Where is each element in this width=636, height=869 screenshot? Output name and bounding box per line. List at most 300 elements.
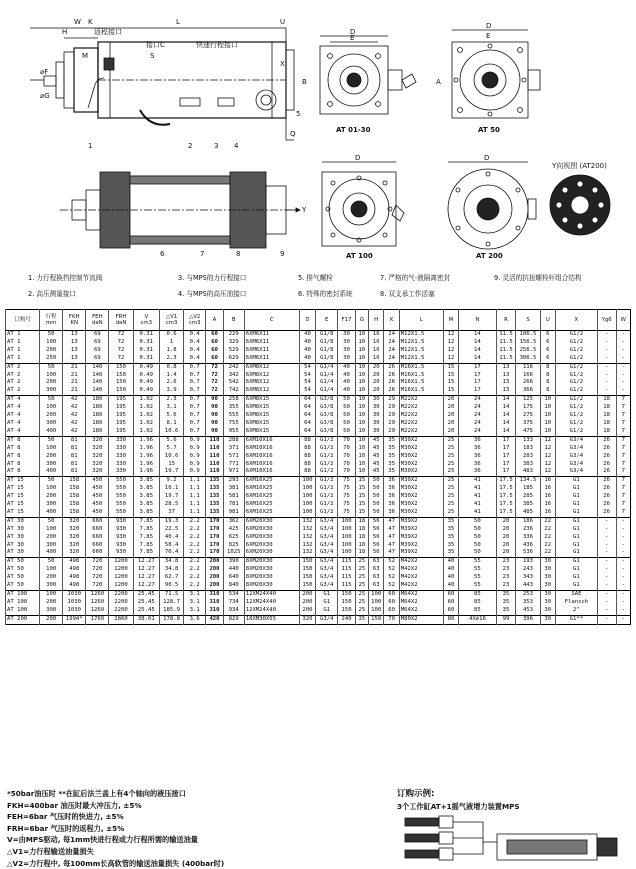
table-cell: G1/8 (316, 347, 338, 355)
table-cell: 11.5 (496, 347, 516, 355)
table-cell: 116 (516, 363, 540, 371)
table-cell: 100 (299, 485, 316, 493)
table-cell: G1 (316, 599, 338, 607)
table-cell: 17 (459, 372, 496, 380)
footnote-7: △V2=力行程中, 每100mm长高软管的输送油量损失 (400bar时) (7, 858, 225, 868)
table-cell: 180 (86, 404, 109, 412)
table-cell: 300 (40, 387, 63, 395)
table-cell: 19.7 (160, 468, 184, 476)
table-cell: 170 (206, 526, 224, 534)
column-header: F17 (338, 310, 356, 331)
table-cell: 7 (616, 501, 631, 509)
table-cell: 660 (86, 526, 109, 534)
table-cell: 6XM20X30 (244, 534, 299, 542)
table-cell: 88 (299, 453, 316, 461)
table-cell: 385 (516, 501, 540, 509)
table-cell: 400 (40, 468, 63, 476)
table-cell: G1/2 (555, 347, 597, 355)
table-cell: 10 (355, 372, 368, 380)
table-cell: 72 (109, 331, 133, 339)
table-cell: 6XM10X16 (244, 461, 299, 469)
table-cell: 10 (355, 331, 368, 339)
table-cell: 2.2 (184, 549, 206, 557)
table-cell: 0.4 (184, 331, 206, 339)
table-cell: 971 (223, 468, 244, 476)
table-cell: 10 (355, 404, 368, 412)
table-cell: 36 (459, 468, 496, 476)
table-cell: 30 (540, 582, 555, 590)
table-cell: 16 (540, 477, 555, 485)
table-cell: 17.5 (496, 501, 516, 509)
table-row (6, 477, 631, 485)
table-cell: 25 (443, 445, 458, 453)
table-cell: 60 (384, 607, 399, 615)
table-cell: 483 (516, 468, 540, 476)
table-cell: 60 (206, 331, 224, 339)
table-cell: 35 (384, 445, 399, 453)
table-cell: 12.27 (133, 574, 159, 582)
table-cell: 52 (384, 574, 399, 582)
table-cell: 100 (338, 549, 356, 557)
table-cell: 60 (206, 347, 224, 355)
table-cell: 50 (369, 493, 384, 501)
table-cell: G1 (555, 485, 597, 493)
table-cell: G3/4 (316, 615, 338, 624)
table-cell: 13 (496, 387, 516, 395)
table-cell: 12 (540, 468, 555, 476)
table-cell: 18 (355, 517, 368, 525)
table-cell: 19.7 (160, 493, 184, 501)
end-view-at01-30 (320, 36, 416, 114)
table-cell: 7 (616, 493, 631, 501)
table-cell: 6XM20X30 (244, 517, 299, 525)
table-cell: - (597, 372, 616, 380)
table-cell: - (597, 526, 616, 534)
table-cell: 6XM16X25 (244, 493, 299, 501)
table-cell: 10 (355, 363, 368, 371)
table-cell: 3.85 (133, 509, 159, 517)
table-cell: 390 (223, 558, 244, 566)
table-cell: 26 (597, 501, 616, 509)
table-cell: 35 (443, 534, 458, 542)
table-cell: 20 (496, 526, 516, 534)
table-cell: 21 (63, 379, 86, 387)
table-cell: 243 (516, 566, 540, 574)
table-cell: 440 (223, 566, 244, 574)
table-cell: 20 (443, 412, 458, 420)
table-cell: 200 (206, 582, 224, 590)
table-cell: 781 (223, 501, 244, 509)
table-cell: 17.5 (496, 493, 516, 501)
table-cell: 200 (206, 558, 224, 566)
table-cell: 0.7 (184, 372, 206, 380)
column-header: C (244, 310, 299, 331)
table-cell: 70 (338, 461, 356, 469)
table-cell: 150 (299, 574, 316, 582)
label-return-port: 返程接口 (94, 28, 122, 36)
order-example-illustration (397, 812, 632, 864)
table-cell: 40 (338, 372, 356, 380)
table-cell: 0.7 (184, 363, 206, 371)
table-cell: AT 2 (6, 379, 40, 387)
table-cell: 29 (384, 396, 399, 404)
table-cell: 288 (223, 436, 244, 444)
table-cell: 30 (540, 566, 555, 574)
table-cell: 1200 (109, 566, 133, 574)
table-cell: 13 (496, 363, 516, 371)
table-cell: 45 (369, 445, 384, 453)
column-header: S (516, 310, 540, 331)
table-cell: 8XM20X30 (244, 574, 299, 582)
table-cell: AT 50 (6, 582, 40, 590)
footnote-1: *50bar油压时 **在缸后法兰盖上有4个轴向的液压接口 (7, 789, 186, 798)
column-header: U (540, 310, 555, 331)
table-cell: 15 (443, 363, 458, 371)
table-cell: G1/4 (316, 372, 338, 380)
table-cell: 2.3 (160, 396, 184, 404)
table-cell: 734 (223, 599, 244, 607)
table-cell: 17 (496, 468, 516, 476)
table-cell: 3.1 (184, 599, 206, 607)
dim-label-x: X (280, 60, 285, 68)
table-cell: 534 (223, 591, 244, 599)
table-cell: 3.1 (184, 607, 206, 615)
table-cell: 6XM8X15 (244, 412, 299, 420)
table-cell: 30 (369, 420, 384, 428)
table-cell: 320 (86, 461, 109, 469)
table-cell: 450 (86, 501, 109, 509)
table-cell: - (597, 363, 616, 371)
table-cell: M30X2 (399, 477, 443, 485)
table-cell: 550 (109, 501, 133, 509)
table-cell: 6XM10X16 (244, 436, 299, 444)
table-cell: G1/2 (555, 363, 597, 371)
table-cell: 18 (597, 412, 616, 420)
table-cell: AT 4 (6, 420, 40, 428)
table-cell: 60 (443, 599, 458, 607)
table-cell: 24 (459, 404, 496, 412)
table-cell: 36 (384, 493, 399, 501)
table-cell: 14 (459, 347, 496, 355)
table-cell: 185.9 (160, 607, 184, 615)
table-cell: 12 (443, 339, 458, 347)
table-cell: 22 (540, 517, 555, 525)
table-cell: 11.5 (496, 331, 516, 339)
table-cell: 45 (369, 436, 384, 444)
table-cell: 21 (63, 363, 86, 371)
table-cell: 55 (459, 558, 496, 566)
table-cell: 2200 (109, 607, 133, 615)
table-cell: 75 (338, 509, 356, 517)
table-cell: G1 (555, 526, 597, 534)
table-cell: 47 (384, 534, 399, 542)
table-cell: 12.27 (133, 566, 159, 574)
table-cell: 132 (299, 517, 316, 525)
caption-at01-30: AT 01-30 (336, 126, 371, 134)
table-cell: 13 (496, 379, 516, 387)
table-cell: 3.85 (133, 501, 159, 509)
table-cell: 52 (384, 558, 399, 566)
table-cell: 30 (369, 428, 384, 436)
table-row (6, 485, 631, 493)
order-example-title: 订购示例: (397, 789, 435, 799)
table-cell: 20 (369, 363, 384, 371)
table-cell: - (616, 339, 631, 347)
table-cell: 229 (223, 331, 244, 339)
table-cell: M42X2 (399, 574, 443, 582)
table-cell: - (597, 331, 616, 339)
table-cell: 1260 (86, 599, 109, 607)
table-cell: 8 (540, 363, 555, 371)
table-cell: 23 (496, 582, 516, 590)
table-cell: 135 (206, 493, 224, 501)
table-cell: M12X1.5 (399, 355, 443, 363)
table-cell: - (597, 347, 616, 355)
cylinder-section-view (60, 172, 300, 248)
table-cell: 40 (443, 582, 458, 590)
table-cell: 76.4 (160, 549, 184, 557)
table-cell: 571 (223, 453, 244, 461)
table-cell: 34.8 (160, 558, 184, 566)
table-cell: AT 50 (6, 558, 40, 566)
table-cell: 25 (443, 461, 458, 469)
table-cell: AT 100 (6, 599, 40, 607)
table-cell: 0.4 (184, 355, 206, 363)
table-cell: - (616, 355, 631, 363)
table-cell: 25 (355, 582, 368, 590)
table-cell: 13 (63, 347, 86, 355)
table-cell: 2.2 (184, 574, 206, 582)
table-cell: M30X2 (399, 509, 443, 517)
table-cell: 200 (40, 534, 63, 542)
end-view-at200 (448, 162, 536, 249)
table-cell: - (616, 549, 631, 557)
table-row (6, 387, 631, 395)
table-cell: 80 (443, 615, 458, 624)
table-cell: 0.8 (160, 363, 184, 371)
table-cell: 0.9 (184, 461, 206, 469)
table-cell: 21 (63, 372, 86, 380)
legend-item-1: 1. 力行程换挡控制节流阀 (28, 274, 103, 282)
dim-label-u: U (280, 18, 286, 26)
table-cell: M30X2 (399, 493, 443, 501)
table-cell: 7 (616, 412, 631, 420)
table-cell: G3/4 (555, 468, 597, 476)
table-cell: 30 (540, 599, 555, 607)
table-cell: 200 (299, 607, 316, 615)
table-cell: 90 (206, 412, 224, 420)
table-cell: G1/2 (316, 436, 338, 444)
table-cell: 1.96 (133, 468, 159, 476)
table-cell: 8 (540, 387, 555, 395)
table-cell: 275 (516, 412, 540, 420)
table-cell: 0.31 (133, 339, 159, 347)
column-header: 订购号 (6, 310, 40, 331)
table-cell: 195 (109, 396, 133, 404)
table-cell: 69 (86, 355, 109, 363)
table-cell: 1.8 (160, 347, 184, 355)
table-cell: 135 (206, 477, 224, 485)
table-cell: 7 (616, 485, 631, 493)
part-number-2: 2 (188, 142, 193, 150)
table-cell: 6XM16X25 (244, 485, 299, 493)
table-cell: 2.2 (184, 542, 206, 550)
table-cell: 110 (206, 453, 224, 461)
table-cell: G1/2 (316, 501, 338, 509)
table-cell: G1/2 (316, 485, 338, 493)
table-cell: AT 200 (6, 615, 40, 624)
table-cell: 15 (443, 372, 458, 380)
table-cell: 195 (109, 420, 133, 428)
table-cell: 320 (86, 468, 109, 476)
table-cell: 720 (86, 574, 109, 582)
table-cell: 12XM24X40 (244, 599, 299, 607)
table-cell: G3/4 (555, 445, 597, 453)
table-cell: 660 (86, 534, 109, 542)
table-cell: 6XM8X12 (244, 379, 299, 387)
table-row (6, 453, 631, 461)
table-cell: 453 (516, 607, 540, 615)
table-cell: 52 (384, 582, 399, 590)
table-cell: 1.1 (184, 501, 206, 509)
table-cell: 20 (443, 428, 458, 436)
table-cell: G1 (555, 574, 597, 582)
table-cell: 18 (355, 549, 368, 557)
end-view-label-d-100: D (355, 154, 361, 162)
table-cell: 10 (355, 468, 368, 476)
table-cell: 498 (63, 574, 86, 582)
table-cell: 63 (369, 574, 384, 582)
table-cell: 11.5 (496, 339, 516, 347)
table-cell: 1.1 (184, 477, 206, 485)
table-cell: 17.5 (496, 477, 516, 485)
table-cell: 40 (299, 355, 316, 363)
table-cell: 0.31 (133, 331, 159, 339)
table-cell: AT 2 (6, 372, 40, 380)
table-cell: M80X2 (399, 615, 443, 624)
table-cell: 10 (355, 339, 368, 347)
table-cell: 3.1 (184, 591, 206, 599)
section-label-y: Y (302, 206, 307, 214)
table-cell: 17 (496, 445, 516, 453)
table-cell: - (597, 534, 616, 542)
table-cell: AT 8 (6, 453, 40, 461)
table-cell: 60 (384, 599, 399, 607)
table-cell: - (597, 574, 616, 582)
table-cell: 20 (443, 396, 458, 404)
table-cell: 40 (299, 339, 316, 347)
table-cell: 6XM6X11 (244, 331, 299, 339)
table-cell: 14 (496, 420, 516, 428)
table-cell: G1/4 (316, 387, 338, 395)
table-cell: 16 (540, 493, 555, 501)
table-cell: 35 (384, 453, 399, 461)
table-cell: 0.31 (133, 347, 159, 355)
table-cell: AT 8 (6, 445, 40, 453)
table-cell: 10.6 (160, 453, 184, 461)
table-cell: 6XM8X15 (244, 428, 299, 436)
table-cell: 140 (86, 379, 109, 387)
table-cell: AT 4 (6, 428, 40, 436)
table-cell: 6XM8X15 (244, 420, 299, 428)
table-cell: 2200 (109, 591, 133, 599)
table-cell: 10 (540, 412, 555, 420)
table-cell: 6XM8X12 (244, 387, 299, 395)
table-cell: 166 (516, 372, 540, 380)
table-cell: 6XM10X16 (244, 468, 299, 476)
table-cell: 50 (40, 436, 63, 444)
table-cell: 742 (223, 387, 244, 395)
table-cell: M39X2 (399, 517, 443, 525)
caption-y-view: Y向视图 (AT200) (552, 162, 607, 170)
table-cell: 100 (338, 542, 356, 550)
table-cell: 135 (206, 501, 224, 509)
table-cell: 1030 (63, 599, 86, 607)
table-cell: 0.4 (184, 339, 206, 347)
table-cell: G3/4 (316, 558, 338, 566)
column-header: V cm3 (133, 310, 159, 331)
table-cell: M12X1.5 (399, 347, 443, 355)
table-cell: G3/8 (316, 428, 338, 436)
table-cell: 35 (443, 526, 458, 534)
label-port-c: 接口C (146, 41, 165, 49)
table-cell: 930 (109, 526, 133, 534)
table-row (6, 501, 631, 509)
table-cell: G1/2 (555, 387, 597, 395)
table-cell: 100 (40, 404, 63, 412)
table-cell: G3/4 (316, 542, 338, 550)
column-header: N (459, 310, 496, 331)
table-cell: 56 (369, 542, 384, 550)
table-cell: 6XM6X11 (244, 339, 299, 347)
column-header: FEH daN (86, 310, 109, 331)
table-cell: - (616, 591, 631, 599)
table-cell: 50 (459, 526, 496, 534)
table-cell: 41 (459, 509, 496, 517)
table-cell: 25 (355, 558, 368, 566)
table-cell: AT 8 (6, 461, 40, 469)
table-cell: G1/2 (555, 412, 597, 420)
table-cell: AT 4 (6, 412, 40, 420)
column-header: L (399, 310, 443, 331)
table-cell: 180 (86, 412, 109, 420)
table-cell: 5.7 (160, 445, 184, 453)
table-cell: M12X1.5 (399, 331, 443, 339)
table-cell: 660 (86, 542, 109, 550)
table-cell: AT 30 (6, 534, 40, 542)
table-cell: 34.8 (160, 566, 184, 574)
table-cell: 35 (384, 468, 399, 476)
table-cell: 75 (338, 477, 356, 485)
table-cell: 110 (206, 461, 224, 469)
table-cell: 242 (223, 363, 244, 371)
table-cell: 170 (206, 549, 224, 557)
table-cell: AT 4 (6, 396, 40, 404)
table-cell: AT 30 (6, 542, 40, 550)
table-cell: 3.1 (160, 404, 184, 412)
table-cell: G3/4 (316, 549, 338, 557)
table-cell: 1.96 (133, 445, 159, 453)
table-cell: 36 (459, 461, 496, 469)
table-cell: M42X2 (399, 582, 443, 590)
table-cell: 56 (369, 549, 384, 557)
table-cell: 30 (540, 607, 555, 615)
table-cell: M30X2 (399, 461, 443, 469)
table-cell: - (597, 591, 616, 599)
caption-at100: AT 100 (346, 252, 373, 260)
table-cell: 45 (369, 453, 384, 461)
table-cell: 100 (369, 591, 384, 599)
